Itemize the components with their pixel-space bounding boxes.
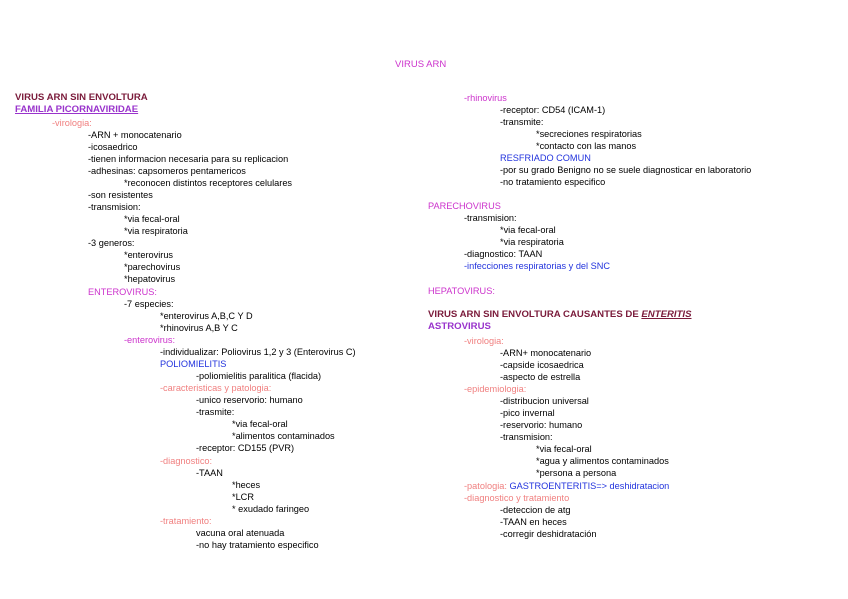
left-line: -transmision: (88, 202, 141, 212)
left-line: -virologia: (52, 118, 92, 128)
left-line: -unico reservorio: humano (196, 395, 303, 405)
left-line: -no hay tratamiento especifico (196, 540, 319, 550)
right-line: *contacto con las manos (536, 141, 637, 151)
right-line: -infecciones respiratorias y del SNC (464, 261, 611, 271)
left-line: -caracteristicas y patologia: (160, 383, 272, 393)
left-line: -icosaedrico (88, 142, 138, 152)
left-line: vacuna oral atenuada (196, 528, 285, 538)
patologia-value: GASTROENTERITIS=> deshidratacion (509, 481, 670, 491)
left-line: -tienen informacion necesaria para su replicacion (88, 154, 289, 164)
left-line: *reconocen distintos receptores celulares (124, 178, 293, 188)
left-line: -diagnostico: (160, 456, 213, 466)
right-line: -por su grado Benigno no se suele diagnosticar en laboratorio (500, 165, 752, 175)
right-line: -no tratamiento especifico (500, 177, 606, 187)
right-line: -transmision: (464, 213, 517, 223)
page-title: VIRUS ARN (395, 59, 447, 70)
right-line: -distribucion universal (500, 396, 589, 406)
right-line: -transmite: (500, 117, 544, 127)
heading-prefix: VIRUS ARN SIN ENVOLTURA CAUSANTES DE (428, 309, 642, 320)
right-line: *via respiratoria (500, 237, 564, 247)
right-line: -virologia: (464, 336, 504, 346)
right-line: -diagnostico y tratamiento (464, 493, 570, 503)
right-line: -receptor: CD54 (ICAM-1) (500, 105, 606, 115)
right-line: *secreciones respiratorias (536, 129, 642, 139)
left-line: *hepatovirus (124, 274, 176, 284)
right-line: -epidemiologia: (464, 384, 527, 394)
right-line: -transmision: (500, 432, 553, 442)
left-heading-familia: FAMILIA PICORNAVIRIDAE (15, 104, 139, 115)
right-line: HEPATOVIRUS: (428, 286, 495, 296)
left-line: -poliomielitis paralitica (flacida) (196, 371, 322, 381)
right-line: -TAAN en heces (500, 517, 567, 527)
left-line: -individualizar: Poliovirus 1,2 y 3 (Enterovirus C) (160, 347, 356, 357)
right-line: *persona a persona (536, 468, 617, 478)
left-line: *alimentos contaminados (232, 431, 335, 441)
right-line: *via fecal-oral (536, 444, 592, 454)
right-line: RESFRIADO COMUN (500, 153, 591, 163)
right-line: -ARN+ monocatenario (500, 348, 592, 358)
right-line: PARECHOVIRUS (428, 201, 501, 211)
left-line: *enterovirus A,B,C Y D (160, 311, 253, 321)
left-line: -receptor: CD155 (PVR) (196, 443, 295, 453)
left-line: *parechovirus (124, 262, 181, 272)
right-heading-enteritis (428, 309, 692, 321)
patologia-label: -patologia: (464, 481, 510, 491)
heading-emph: ENTERITIS (641, 309, 692, 320)
left-line: -trasmite: (196, 407, 235, 417)
right-heading-astrovirus: ASTROVIRUS (428, 321, 491, 332)
left-line: POLIOMIELITIS (160, 359, 227, 369)
right-line: -diagnostico: TAAN (464, 249, 543, 259)
left-line: *enterovirus (124, 250, 174, 260)
left-line: *rhinovirus A,B Y C (160, 323, 238, 333)
left-line: ENTEROVIRUS: (88, 287, 157, 297)
left-line: -7 especies: (124, 299, 174, 309)
right-line: -capside icosaedrica (500, 360, 584, 370)
left-line: -tratamiento: (160, 516, 212, 526)
left-line: *via fecal-oral (232, 419, 288, 429)
left-line: -3 generos: (88, 238, 135, 248)
left-line: * exudado faringeo (232, 504, 310, 514)
right-line: -rhinovirus (464, 93, 507, 103)
left-line: *via respiratoria (124, 226, 188, 236)
right-line: *agua y alimentos contaminados (536, 456, 669, 466)
right-line: -corregir deshidratación (500, 529, 597, 539)
right-line: -reservorio: humano (500, 420, 583, 430)
right-line: -pico invernal (500, 408, 555, 418)
left-heading-virus-arn: VIRUS ARN SIN ENVOLTURA (15, 92, 148, 103)
left-line: *LCR (232, 492, 254, 502)
left-line: -son resistentes (88, 190, 153, 200)
left-line: *heces (232, 480, 261, 490)
left-line: -enterovirus: (124, 335, 176, 345)
right-line: *via fecal-oral (500, 225, 556, 235)
left-line: *via fecal-oral (124, 214, 180, 224)
left-line: -ARN + monocatenario (88, 130, 182, 140)
right-line: -deteccion de atg (500, 505, 571, 515)
right-line-patologia (464, 480, 669, 492)
right-line: -aspecto de estrella (500, 372, 581, 382)
left-line: -adhesinas: capsomeros pentamericos (88, 166, 246, 176)
left-line: -TAAN (196, 468, 223, 478)
